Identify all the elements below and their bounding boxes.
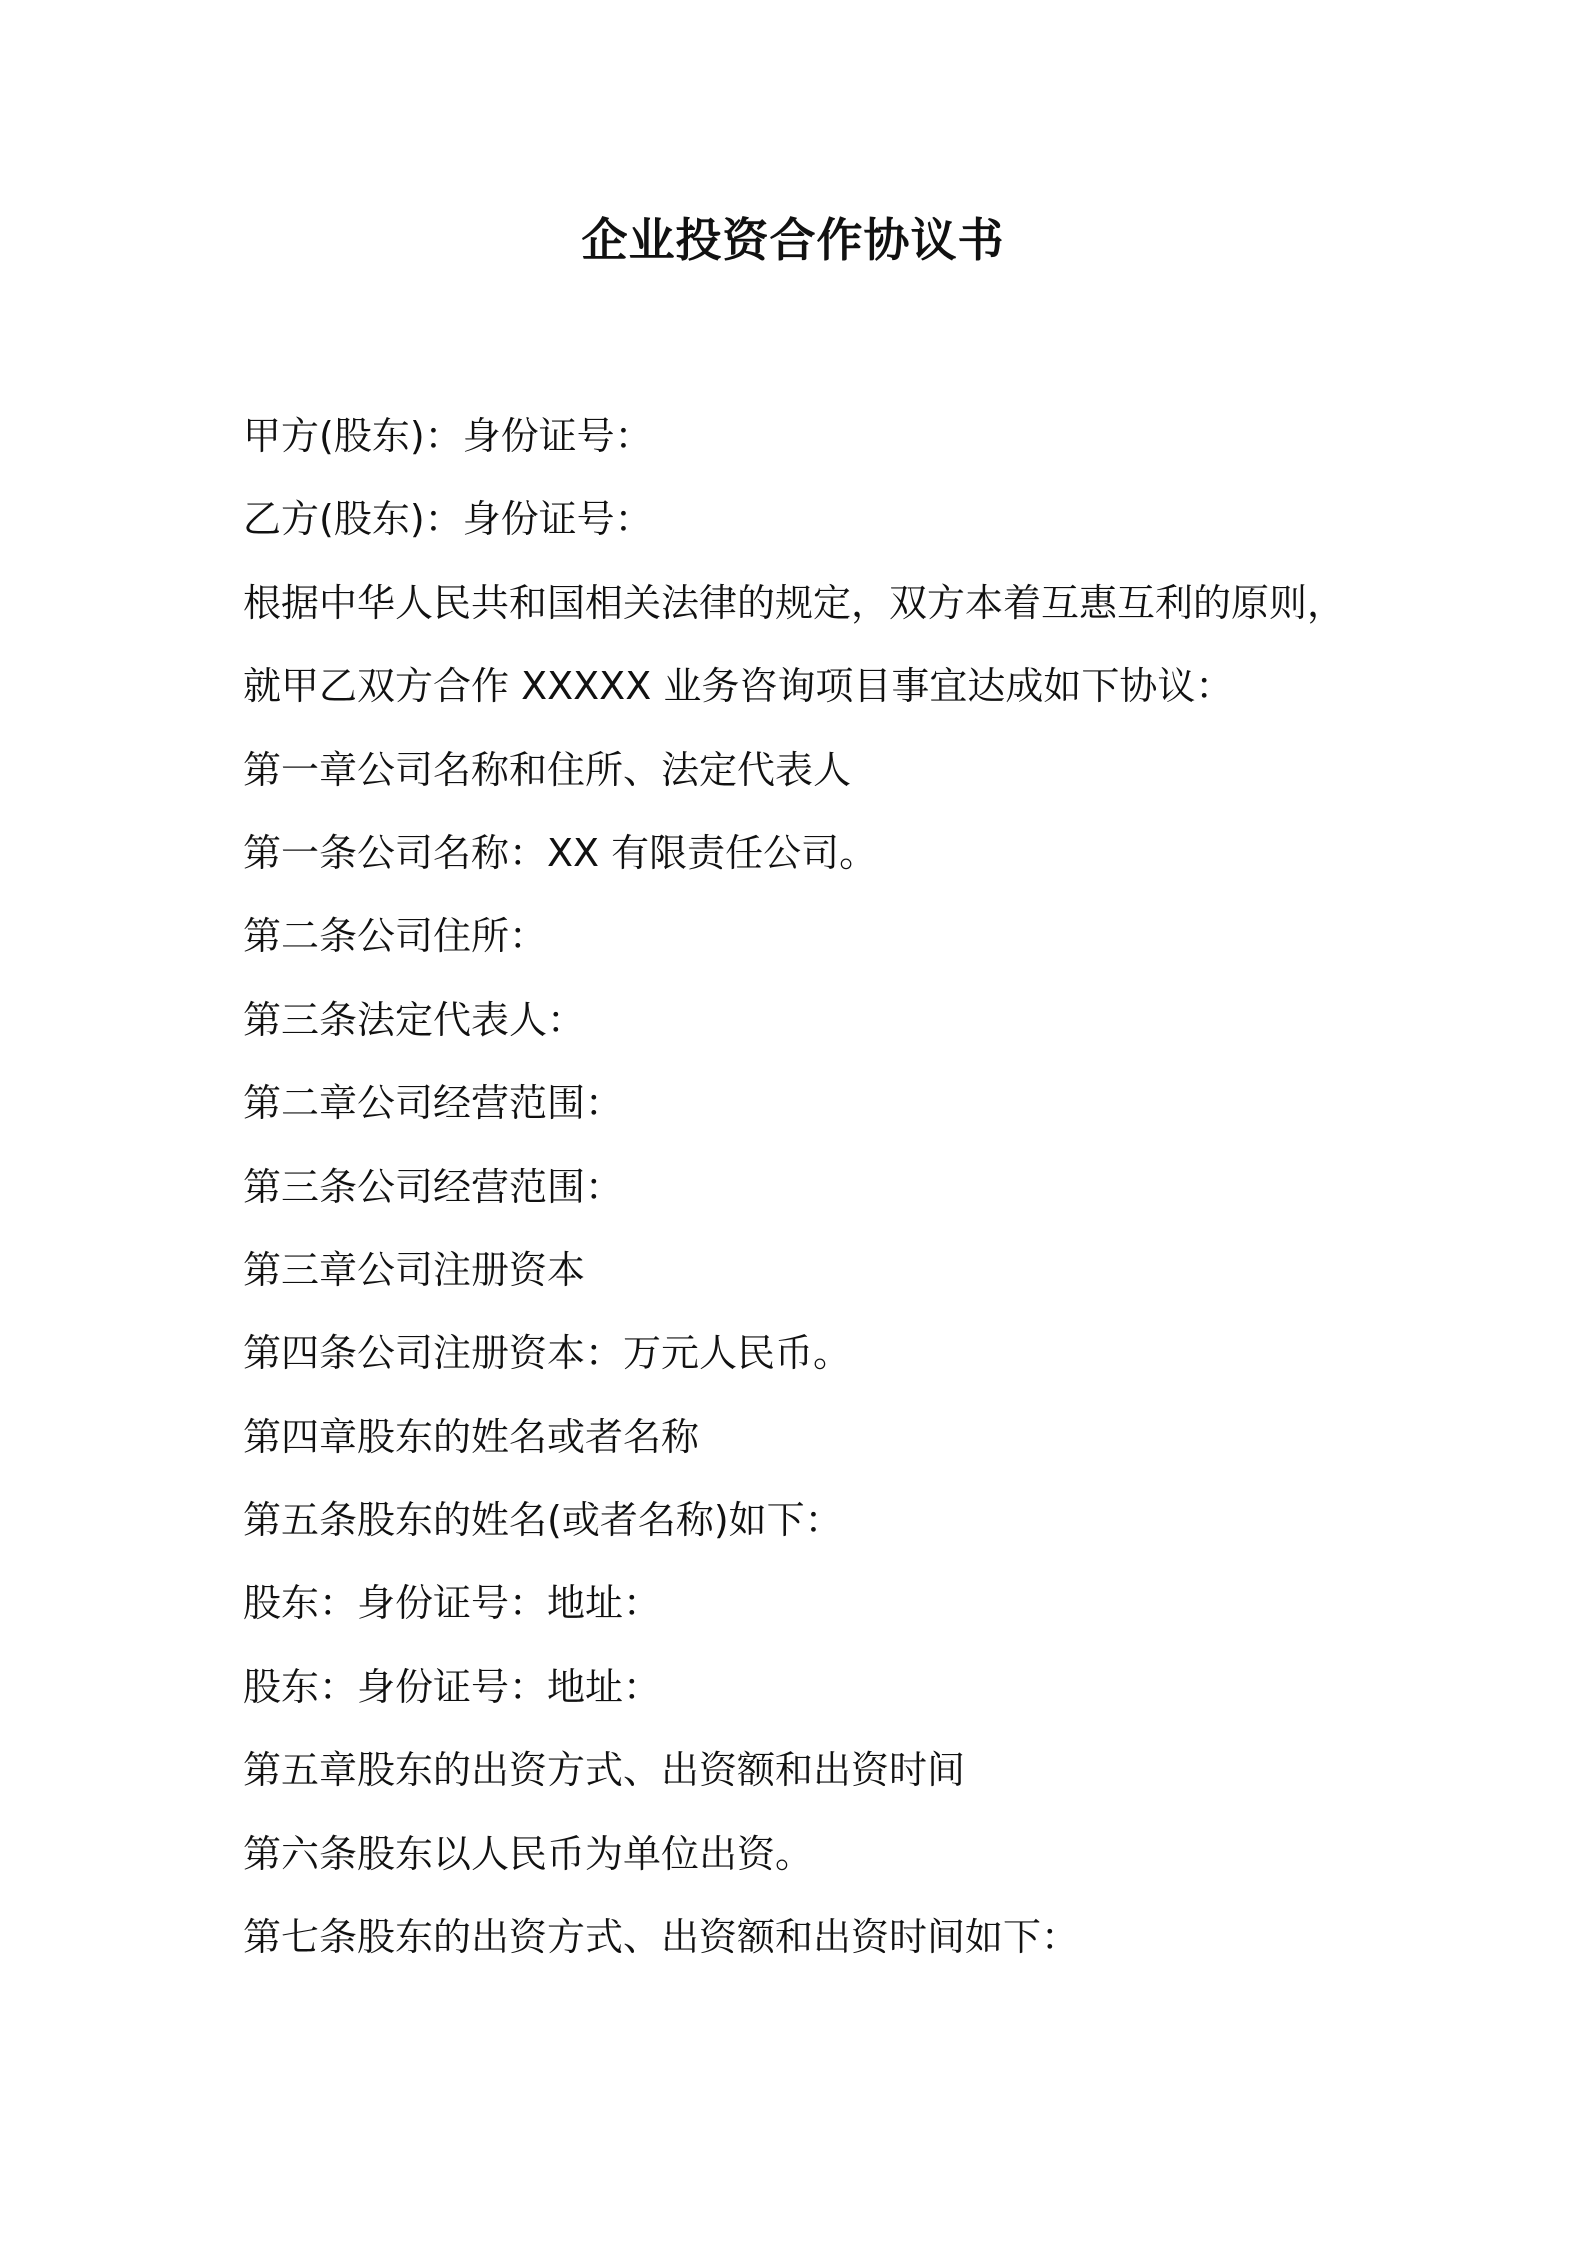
- article-line: 第二条公司住所：: [243, 914, 548, 959]
- shareholder-line: 股东：身份证号：地址：: [243, 1581, 662, 1626]
- article-line: 第一条公司名称：XX 有限责任公司。: [243, 830, 878, 875]
- preamble-line: 根据中华人民共和国相关法律的规定，双方本着互惠互利的原则，: [243, 580, 1346, 625]
- article-line: 第四条公司注册资本：万元人民币。: [243, 1331, 852, 1376]
- chapter-heading: 第四章股东的姓名或者名称: [243, 1414, 700, 1459]
- article-line: 第三条法定代表人：: [243, 997, 586, 1042]
- article-line: 第三条公司经营范围：: [243, 1164, 624, 1209]
- chapter-heading: 第二章公司经营范围：: [243, 1081, 624, 1126]
- shareholder-line: 股东：身份证号：地址：: [243, 1664, 662, 1709]
- preamble-line: 就甲乙双方合作 XXXXX 业务咨询项目事宜达成如下协议：: [243, 664, 1234, 709]
- article-line: 第六条股东以人民币为单位出资。: [243, 1831, 814, 1876]
- chapter-heading: 第五章股东的出资方式、出资额和出资时间: [243, 1748, 966, 1793]
- party-a-line: 甲方(股东)：身份证号：: [243, 414, 653, 458]
- party-b-line: 乙方(股东)：身份证号：: [243, 497, 653, 542]
- chapter-heading: 第一章公司名称和住所、法定代表人: [243, 747, 852, 792]
- document-title: 企业投资合作协议书: [581, 213, 1005, 267]
- document-body: [243, 406, 1423, 1990]
- chapter-heading: 第三章公司注册资本: [243, 1247, 586, 1292]
- article-line: 第五条股东的姓名(或者名称)如下：: [243, 1498, 843, 1543]
- article-line: 第七条股东的出资方式、出资额和出资时间如下：: [243, 1915, 1080, 1960]
